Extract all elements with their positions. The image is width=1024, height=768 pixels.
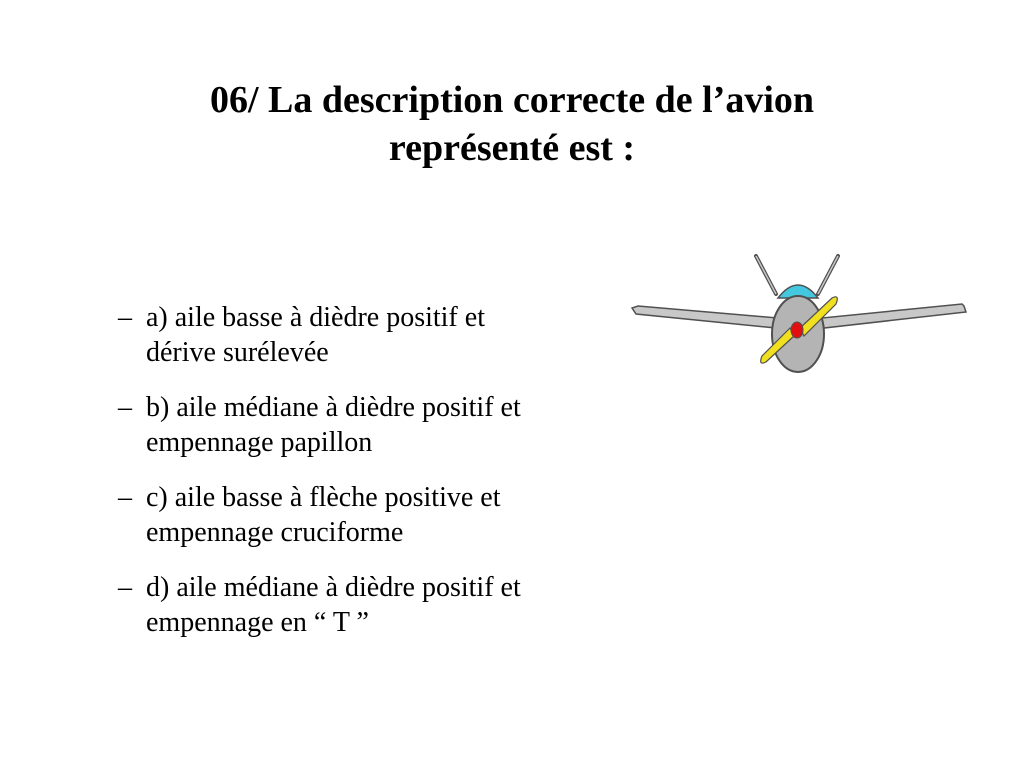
tail-right-highlight [818, 256, 838, 294]
airplane-front-view-icon [628, 250, 970, 376]
slide-title [100, 76, 924, 172]
answer-option-b-line-2: empennage papillon [146, 427, 373, 458]
answer-options-list [118, 300, 678, 660]
answer-option-a [118, 300, 678, 370]
bullet-dash: – [118, 572, 132, 603]
answer-option-c [118, 480, 678, 550]
wing-right [822, 304, 966, 328]
bullet-dash: – [118, 482, 132, 513]
answer-option-d-line-2: empennage en “ T ” [146, 607, 369, 638]
tail-left-highlight [756, 256, 776, 294]
propeller-spinner [791, 322, 803, 338]
answer-option-d [118, 570, 678, 640]
bullet-dash: – [118, 302, 132, 333]
answer-option-d-line-1: d) aile médiane à dièdre positif et [146, 572, 521, 603]
bullet-dash: – [118, 392, 132, 423]
answer-option-c-line-1: c) aile basse à flèche positive et [146, 482, 501, 513]
answer-option-b-line-1: b) aile médiane à dièdre positif et [146, 392, 521, 423]
slide-title-line-2: représenté est : [388, 127, 636, 169]
answer-option-a-line-2: dérive surélevée [146, 337, 329, 368]
answer-option-c-line-2: empennage cruciforme [146, 517, 404, 548]
answer-option-b [118, 390, 678, 460]
answer-option-a-line-1: a) aile basse à dièdre positif et [146, 302, 485, 333]
slide-title-line-1: 06/ La description correcte de l’avion [209, 79, 815, 121]
wing-left [632, 306, 778, 328]
